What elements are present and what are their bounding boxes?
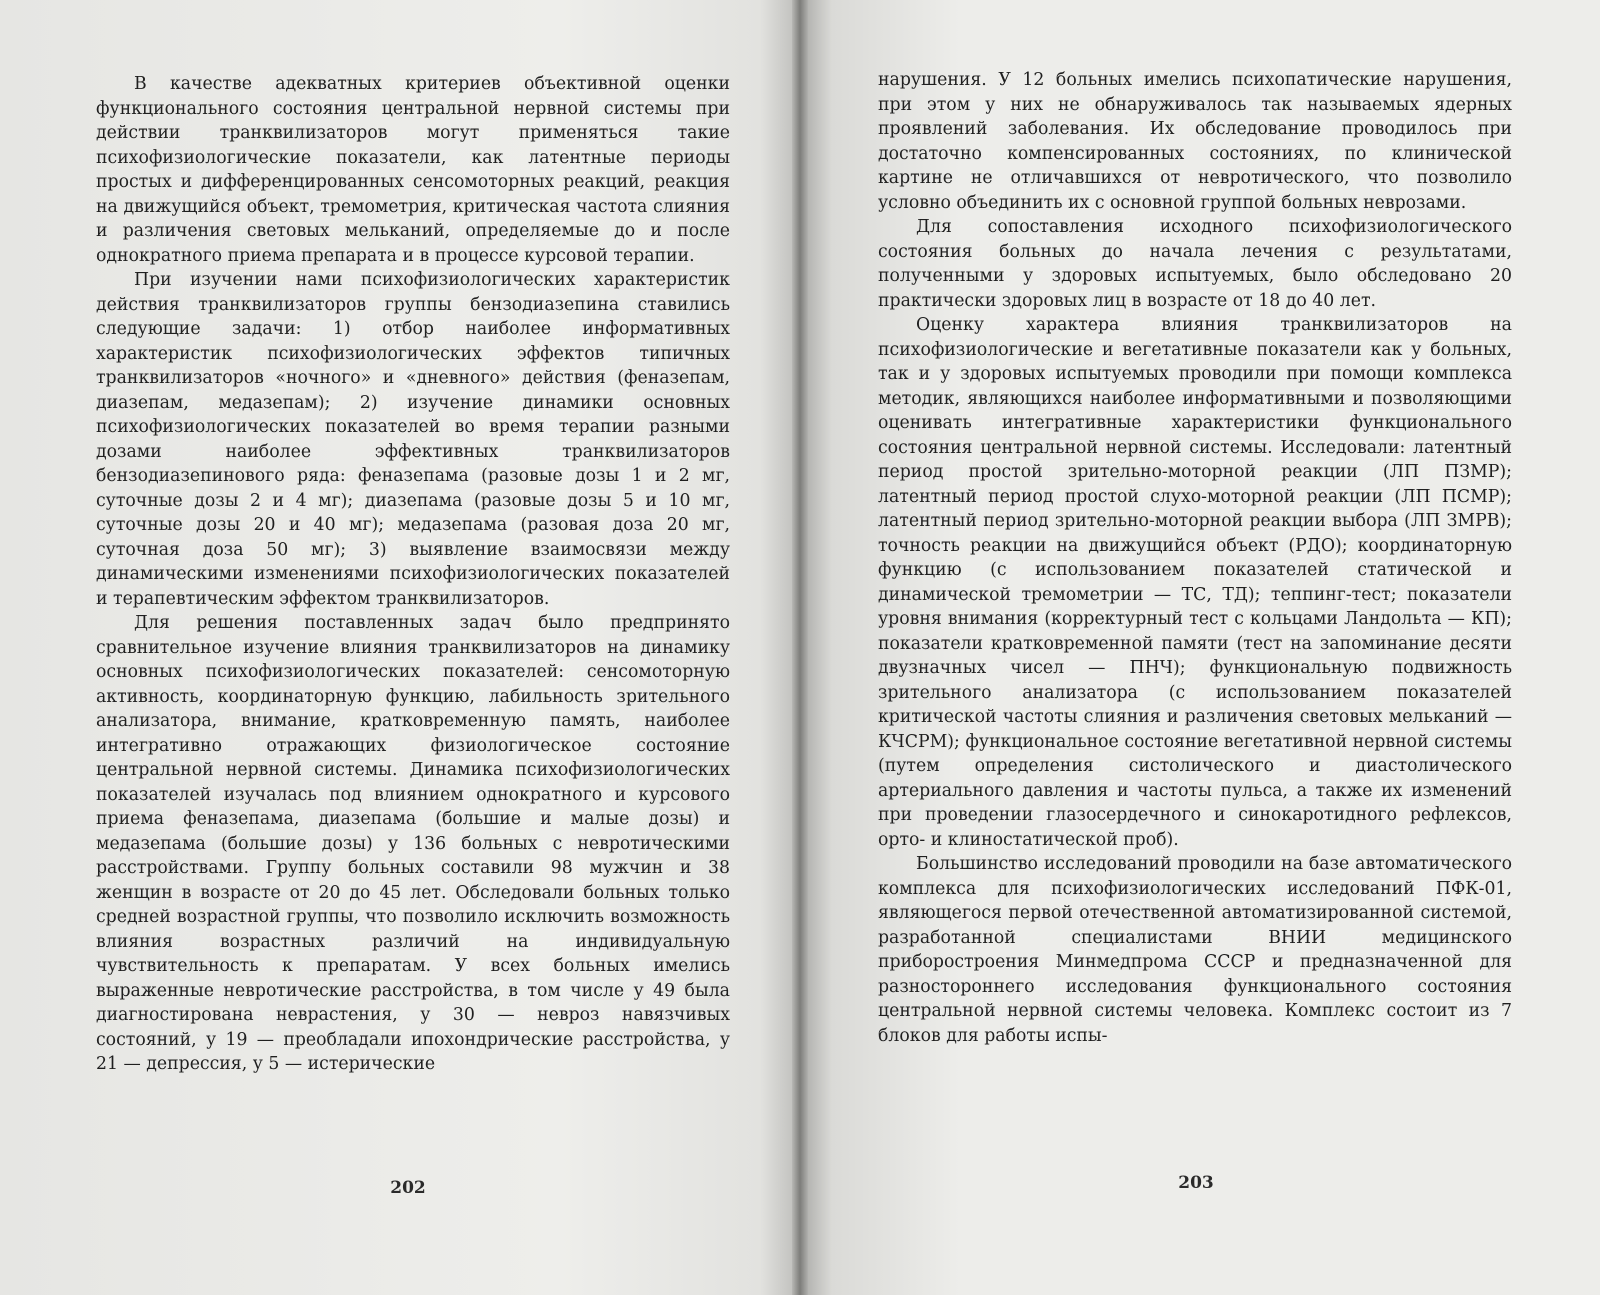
left-page-text bbox=[96, 72, 730, 1077]
right-page-number: 203 bbox=[1178, 1173, 1214, 1193]
left-paragraph-1: В качестве адекватных критериев объективной оценки функционального состояния центральной нервной системы при действии транквилизаторов могут применяться такие психофизиологические показатели, как латентные периоды простых и дифференцированных сенсомоторных реакций, реакция на движущийся объект, тремометрия, критическая частота слияния и различения световых мельканий, определяемые до и после однократного приема препарата и в процессе курсовой терапии. bbox=[96, 74, 730, 266]
right-page-text bbox=[878, 68, 1512, 1048]
right-paragraph-1: нарушения. У 12 больных имелись психопатические нарушения, при этом у них не обнаруживалось так называемых ядерных проявлений заболевания. Их обследование проводилось при достаточно компенсированных состояниях, по клинической картине не отличавшихся от невротического, что позволило условно объединить их с основной группой больных неврозами. bbox=[878, 70, 1512, 213]
right-paragraph-4: Большинство исследований проводили на базе автоматического комплекса для психофизиологических исследований ПФК-01, являющегося первой отечественной автоматизированной системой, разработанной специалистами ВНИИ медицинского приборостроения Минмедпрома СССР и предназначенной для разностороннего исследования функционального состояния центральной нервной системы человека. Комплекс состоит из 7 блоков для работы испы- bbox=[878, 854, 1512, 1046]
left-page-number: 202 bbox=[390, 1178, 426, 1198]
left-paragraph-3: Для решения поставленных задач было предпринято сравнительное изучение влияния транквилизаторов на динамику основных психофизиологических показателей: сенсомоторную активность, координаторную функцию, лабильность зрительного анализатора, внимание, кратковременную память, наиболее интегративно отражающих физиологическое состояние центральной нервной системы. Динамика психофизиологических показателей изучалась под влиянием однократного и курсового приема феназепама, диазепама (большие и малые дозы) и медазепама (большие дозы) у 136 больных с невротическими расстройствами. Группу больных составили 98 мужчин и 38 женщин в возрасте от 20 до 45 лет. Обследовали больных только средней возрастной группы, что позволило исключить возможность влияния возрастных различий на индивидуальную чувствительность к препаратам. У всех больных имелись выраженные невротические расстройства, в том числе у 49 была диагностирована неврастения, у 30 — невроз навязчивых состояний, у 19 — преобладали ипохондрические расстройства, у 21 — депрессия, у 5 — истерические bbox=[96, 613, 730, 1074]
right-paragraph-3: Оценку характера влияния транквилизаторов на психофизиологические и вегетативные показатели как у больных, так и у здоровых испытуемых проводили при помощи комплекса методик, являющихся наиболее информативными и позволяющими оценивать интегративные характеристики функционального состояния центральной нервной системы. Исследовали: латентный период простой зрительно-моторной реакции (ЛП ПЗМР); латентный период простой слухо-моторной реакции (ЛП ПСМР); латентный период зрительно-моторной реакции выбора (ЛП ЗМРВ); точность реакции на движущийся объект (РДО); координаторную функцию (с использованием показателей статической и динамической тремометрии — ТС, ТД); теппинг-тест; показатели уровня внимания (корректурный тест с кольцами Ландольта — КП); показатели кратковременной памяти (тест на запоминание десяти двузначных чисел — ПНЧ); функциональную подвижность зрительного анализатора (с использованием показателей критической частоты слияния и различения световых мельканий — КЧСРМ); функциональное состояние вегетативной нервной системы (путем определения систолического и диастолического артериального давления и частоты пульса, а также их изменений при проведении глазосердечного и синокаротидного рефлексов, орто- и клиностатической проб). bbox=[878, 315, 1512, 850]
right-paragraph-2: Для сопоставления исходного психофизиологического состояния больных до начала лечения с результатами, полученными у здоровых испытуемых, было обследовано 20 практически здоровых лиц в возрасте от 18 до 40 лет. bbox=[878, 217, 1512, 311]
book-gutter bbox=[792, 0, 808, 1295]
left-paragraph-2: При изучении нами психофизиологических характеристик действия транквилизаторов группы бензодиазепина ставились следующие задачи: 1) отбор наиболее информативных характеристик психофизиологических эффектов типичных транквилизаторов «ночного» и «дневного» действия (феназепам, диазепам, медазепам); 2) изучение динамики основных психофизиологических показателей во время терапии разными дозами наиболее эффективных транквилизаторов бензодиазепинового ряда: феназепама (разовые дозы 1 и 2 мг, суточные дозы 2 и 4 мг); диазепама (разовые дозы 5 и 10 мг, суточные дозы 20 и 40 мг); медазепама (разовая доза 20 мг, суточная доза 50 мг); 3) выявление взаимосвязи между динамическими изменениями психофизиологических показателей и терапевтическим эффектом транквилизаторов. bbox=[96, 270, 730, 609]
right-page bbox=[800, 0, 1600, 1295]
